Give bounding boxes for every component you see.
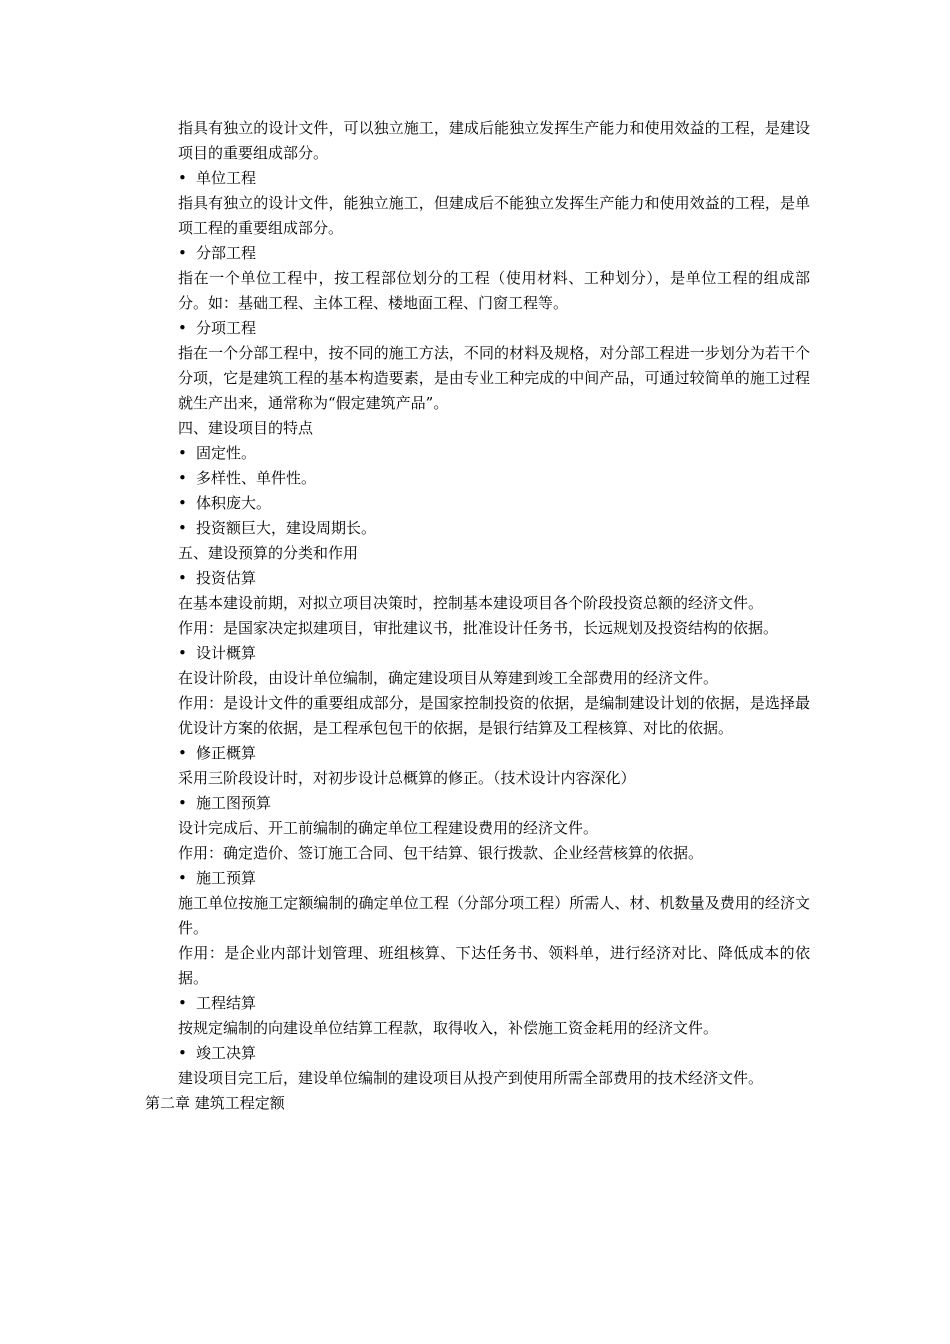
paragraph: 建设项目完工后，建设单位编制的建设项目从投产到使用所需全部费用的技术经济文件。 xyxy=(178,1069,764,1087)
paragraph: 作用：是企业内部计划管理、班组核算、下达任务书、领料单，进行经济对比、降低成本的依据。 xyxy=(178,944,810,987)
bullet-item xyxy=(178,791,810,816)
bullet-dot-icon: • xyxy=(178,994,187,1012)
paragraph: 作用：确定造价、签订施工合同、包干结算、银行拨款、企业经营核算的依据。 xyxy=(178,844,704,862)
bullet-item xyxy=(178,166,810,191)
chapter-title: 第二章 建筑工程定额 xyxy=(145,1094,285,1112)
paragraph: 在基本建设前期，对拟立项目决策时，控制基本建设项目各个阶段投资总额的经济文件。 xyxy=(178,594,764,612)
bullet-item xyxy=(178,991,810,1016)
bullet-dot-icon: • xyxy=(178,469,187,487)
bullet-dot-icon: • xyxy=(178,169,187,187)
paragraph: 采用三阶段设计时，对初步设计总概算的修正。（技术设计内容深化） xyxy=(178,769,636,787)
bullet-text: 单位工程 xyxy=(196,169,257,187)
paragraph: 指具有独立的设计文件，能独立施工，但建成后不能独立发挥生产能力和使用效益的工程，是单项工程的重要组成部分。 xyxy=(178,194,810,237)
bullet-text: 体积庞大。 xyxy=(196,494,272,512)
bullet-text: 固定性。 xyxy=(196,444,257,462)
bullet-item xyxy=(178,491,810,516)
bullet-item xyxy=(178,741,810,766)
bullet-text: 设计概算 xyxy=(196,644,257,662)
bullet-text: 多样性、单件性。 xyxy=(196,469,317,487)
bullet-dot-icon: • xyxy=(178,644,187,662)
bullet-dot-icon: • xyxy=(178,1044,187,1062)
bullet-item xyxy=(178,566,810,591)
paragraph: 在设计阶段，由设计单位编制，确定建设项目从筹建到竣工全部费用的经济文件。 xyxy=(178,669,719,687)
paragraph: 指在一个单位工程中，按工程部位划分的工程（使用材料、工种划分），是单位工程的组成部分。如：基础工程、主体工程、楼地面工程、门窗工程等。 xyxy=(178,269,810,312)
bullet-dot-icon: • xyxy=(178,794,187,812)
paragraph: 设计完成后、开工前编制的确定单位工程建设费用的经济文件。 xyxy=(178,819,599,837)
bullet-item xyxy=(178,241,810,266)
bullet-dot-icon: • xyxy=(178,869,187,887)
document-body xyxy=(178,116,810,1091)
bullet-text: 施工图预算 xyxy=(196,794,272,812)
paragraph: 指在一个分部工程中，按不同的施工方法，不同的材料及规格，对分部工程进一步划分为若干个分项，它是建筑工程的基本构造要素，是由专业工种完成的中间产品，可通过较简单的施工过程就生产出来，通常称为“假定建筑产品”。 xyxy=(178,344,810,412)
bullet-dot-icon: • xyxy=(178,744,187,762)
bullet-text: 分部工程 xyxy=(196,244,257,262)
paragraph: 作用：是设计文件的重要组成部分，是国家控制投资的依据，是编制建设计划的依据，是选择最优设计方案的依据，是工程承包包干的依据，是银行结算及工程核算、对比的依据。 xyxy=(178,694,810,737)
bullet-dot-icon: • xyxy=(178,319,187,337)
bullet-text: 投资额巨大，建设周期长。 xyxy=(196,519,377,537)
paragraph: 作用：是国家决定拟建项目，审批建议书，批准设计任务书，长远规划及投资结构的依据。 xyxy=(178,619,779,637)
document-page xyxy=(0,116,950,1131)
paragraph: 施工单位按施工定额编制的确定单位工程（分部分项工程）所需人、材、机数量及费用的经济文件。 xyxy=(178,894,810,937)
paragraph: 指具有独立的设计文件，可以独立施工，建成后能独立发挥生产能力和使用效益的工程，是建设项目的重要组成部分。 xyxy=(178,119,810,162)
bullet-item xyxy=(178,641,810,666)
bullet-text: 工程结算 xyxy=(196,994,257,1012)
bullet-item xyxy=(178,316,810,341)
bullet-dot-icon: • xyxy=(178,244,187,262)
bullet-item xyxy=(178,441,810,466)
bullet-dot-icon: • xyxy=(178,519,187,537)
bullet-dot-icon: • xyxy=(178,569,187,587)
bullet-text: 施工预算 xyxy=(196,869,257,887)
paragraph: 按规定编制的向建设单位结算工程款，取得收入，补偿施工资金耗用的经济文件。 xyxy=(178,1019,719,1037)
bullet-text: 投资估算 xyxy=(196,569,257,587)
bullet-text: 分项工程 xyxy=(196,319,257,337)
section-heading: 四、建设项目的特点 xyxy=(178,419,314,437)
bullet-text: 修正概算 xyxy=(196,744,257,762)
bullet-dot-icon: • xyxy=(178,444,187,462)
bullet-item xyxy=(178,466,810,491)
section-heading: 五、建设预算的分类和作用 xyxy=(178,544,359,562)
bullet-item xyxy=(178,866,810,891)
bullet-text: 竣工决算 xyxy=(196,1044,257,1062)
bullet-dot-icon: • xyxy=(178,494,187,512)
bullet-item xyxy=(178,1041,810,1066)
bullet-item xyxy=(178,516,810,541)
